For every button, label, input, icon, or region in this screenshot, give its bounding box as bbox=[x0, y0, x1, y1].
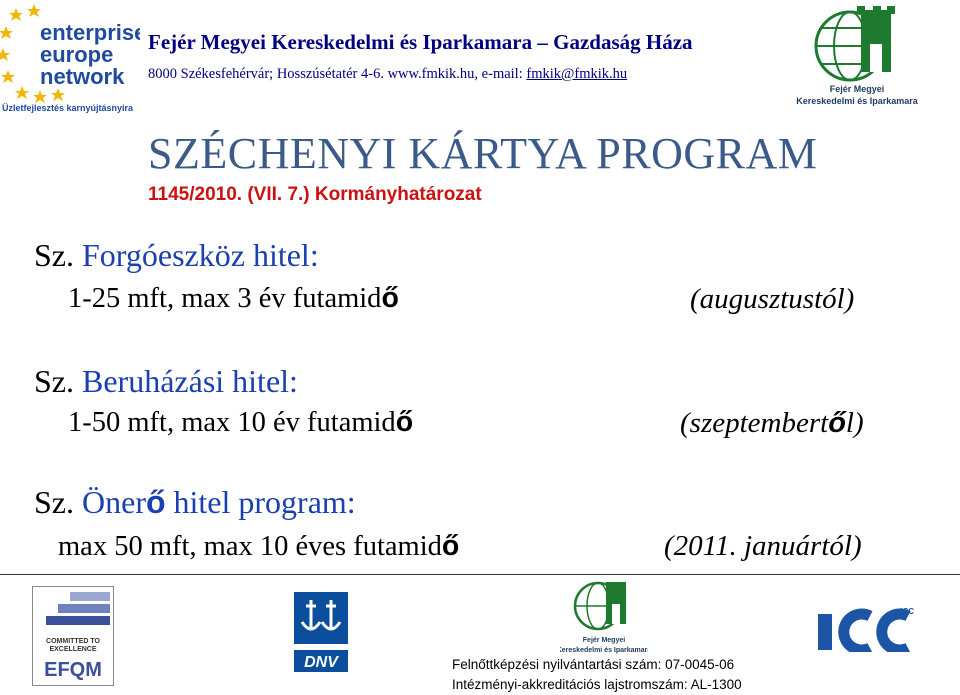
loan-heading-working-capital bbox=[34, 237, 319, 274]
fmkik-small-line2: Kereskedelmi és Iparkamara bbox=[560, 647, 648, 654]
loan-title: Beruházási hitel: bbox=[74, 363, 298, 399]
loan-detail-working-capital bbox=[68, 282, 399, 315]
email-link[interactable]: fmkik@fmkik.hu bbox=[526, 66, 628, 82]
dnv-logo bbox=[294, 592, 348, 674]
globe-tower-icon bbox=[816, 6, 895, 80]
fmkik-small-line1: Fejér Megyei bbox=[582, 637, 626, 644]
loan-detail-char: ő bbox=[441, 530, 460, 562]
dnv-text: DNV bbox=[304, 654, 338, 671]
loan-detail-investment bbox=[68, 406, 413, 439]
government-decree: 1145/2010. (VII. 7.) Kormányhatározat bbox=[148, 184, 482, 205]
een-network-text: network bbox=[40, 64, 125, 89]
loan-title-part: Öner bbox=[74, 484, 146, 520]
loan-prefix: Sz. bbox=[34, 237, 74, 273]
adult-education-registration: Felnőttképzési nyilvántartási szám: 07-0045-06 bbox=[452, 657, 735, 672]
loan-detail-text: 1-25 mft, max 3 év futamid bbox=[68, 283, 382, 314]
een-enterprise-text: enterprise bbox=[40, 20, 140, 45]
efqm-logo bbox=[32, 586, 114, 686]
address-text: 8000 Székesfehérvár; Hosszúsétatér 4-6. www.fmkik.hu, e-mail: bbox=[148, 66, 527, 82]
footer-divider bbox=[0, 574, 960, 575]
loan-prefix: Sz. bbox=[34, 484, 74, 520]
loan-date-char: ő bbox=[828, 407, 846, 439]
program-title: SZÉCHENYI KÁRTYA PROGRAM bbox=[148, 129, 818, 178]
icc-logo bbox=[818, 606, 918, 652]
chamber-address bbox=[148, 66, 627, 83]
loan-start-own-funds: (2011. januártól) bbox=[664, 530, 862, 562]
fmkik-logo-small bbox=[560, 578, 648, 656]
loan-title-char: ő bbox=[145, 484, 166, 520]
loan-date-part: (szeptembert bbox=[680, 407, 829, 439]
efqm-excellence-text: EXCELLENCE bbox=[49, 646, 97, 653]
icc-text: ICC bbox=[900, 607, 914, 616]
loan-heading-investment bbox=[34, 363, 298, 400]
loan-detail-char: ő bbox=[381, 282, 399, 314]
chamber-name: Fejér Megyei Kereskedelmi és Iparkamara – Gazdaság Háza bbox=[148, 30, 693, 54]
fmkik-logo-line1: Fejér Megyei bbox=[829, 84, 885, 94]
enterprise-europe-network-logo bbox=[0, 0, 140, 115]
loan-start-working-capital: (augusztustól) bbox=[690, 283, 855, 315]
loan-detail-own-funds bbox=[58, 530, 459, 563]
fmkik-logo-line2: Kereskedelmi és Iparkamara bbox=[796, 96, 918, 106]
loan-detail-text: max 50 mft, max 10 éves futamid bbox=[58, 531, 442, 562]
loan-start-investment bbox=[680, 407, 864, 440]
loan-heading-own-funds bbox=[34, 484, 356, 521]
efqm-committed-text: COMMITTED TO bbox=[46, 638, 100, 645]
institutional-accreditation: Intézményi-akkreditációs lajstromszám: AL-1300 bbox=[452, 677, 742, 692]
een-europe-text: europe bbox=[40, 42, 114, 67]
efqm-name-text: EFQM bbox=[44, 659, 102, 681]
loan-prefix: Sz. bbox=[34, 363, 74, 399]
loan-detail-text: 1-50 mft, max 10 év futamid bbox=[68, 407, 396, 438]
loan-date-part: l) bbox=[845, 407, 864, 439]
een-tagline-text: Üzletfejlesztés karnyújtásnyira bbox=[2, 103, 134, 113]
loan-title-part: hitel program: bbox=[165, 484, 356, 520]
globe-tower-icon bbox=[575, 582, 626, 629]
loan-detail-char: ő bbox=[395, 406, 414, 438]
fmkik-logo bbox=[795, 4, 919, 112]
loan-title: Forgóeszköz hitel: bbox=[74, 237, 319, 273]
